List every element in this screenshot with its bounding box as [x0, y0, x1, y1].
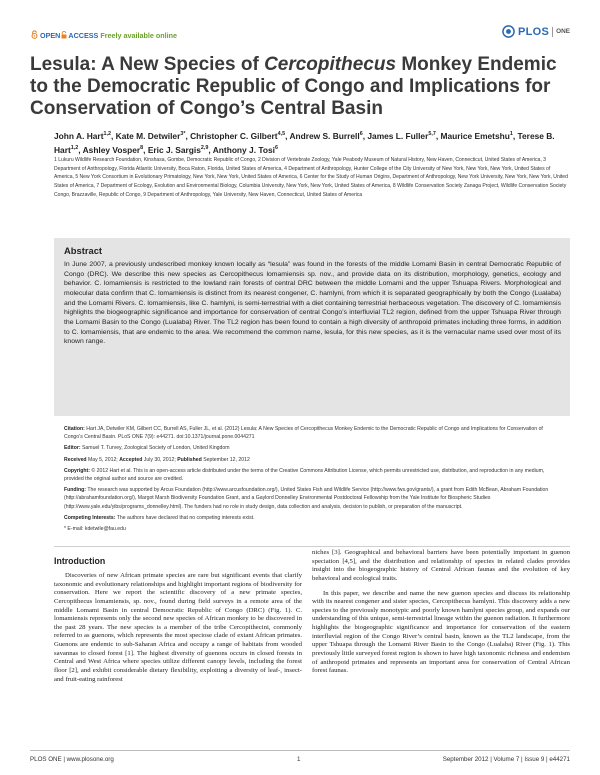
title-part-1: Lesula: A New Species of — [30, 54, 265, 75]
author-affiliation-marker: 1,2 — [70, 144, 79, 151]
intro-paragraph-1: Discoveries of new African primate species are rare but significant events that clarify taxonomic and evolutionary relationships and highlight important regions of biodiversity for conservation. Here we report the scientific discovery of a new primate species, Cercopithecus lomamiensis, sp. nov., found during field surveys in a remote area of the middle Lomami Basin in central Democratic Republic of Congo (DRC) (Fig. 1). C. lomamiensis represents only the second new species of African monkey to be discovered in the past 28 years. The new species is a member of the tribe Cercopithecini, commonly referred to as guenons, which represents the most speciose clade of extant African primates. Guenons are endemic to sub-Saharan Africa and occupy a range of habitats from wooded savannas to closed forest [1]. The highest diversity of guenons occurs in closed forests in Central and West Africa where species utilize different canopy levels, including the forest floor [2], and exhibit considerable dietary flexibility, exploiting a diversity of leaf-, insect- and fruit-eating rainforest — [54, 572, 302, 683]
author-name: Eric J. Sargis — [147, 144, 201, 155]
logo-plos-text: PLOS — [517, 25, 550, 38]
author-name: Terese B. Hart — [54, 130, 555, 155]
author-name: James L. Fuller — [367, 130, 429, 141]
title-italic-genus: Cercopithecus — [264, 54, 397, 75]
author-affiliation-marker: 1,2 — [103, 131, 111, 137]
author-affiliation-marker: 6 — [359, 131, 363, 137]
page-number: 1 — [297, 756, 301, 763]
section-divider — [54, 546, 570, 547]
introduction-heading: Introduction — [54, 556, 106, 566]
author-name: Anthony J. Tosi — [212, 144, 275, 155]
author-affiliation-marker: 4,5 — [277, 131, 286, 137]
abstract-heading: Abstract — [64, 245, 103, 256]
author-name: Christopher C. Gilbert — [190, 130, 278, 141]
journal-logo — [502, 25, 570, 38]
open-access-subtitle: Freely available online — [100, 31, 178, 40]
logo-one-text: ONE — [556, 28, 570, 35]
footer-journal: PLOS ONE | www.plosone.org — [30, 756, 114, 763]
copyright: Copyright: © 2012 Hart et al. This is an open-access article distributed under the terms of the Creative Commons Attribution License, which permits unrestricted use, distribution, and reproduction in any medium, provided the original author and source are credited. — [64, 467, 545, 483]
author-affiliation-marker: 5,7 — [428, 131, 436, 137]
author-affiliation-marker: 2,9 — [200, 144, 209, 151]
citation: Citation: Hart JA, Detwiler KM, Gilbert CC, Burrell AS, Fuller JL, et al. (2012) Lesula: A New Species of Cercopithecus Monkey Endemic to the Democratic Republic of Congo and Implications for Conservation of Congo’s Central Basin. PLoS ONE 7(9): e44271. doi:10.1371/journal.pone.0044271 — [64, 426, 543, 441]
affiliations: 1 Lukuru Wildlife Research Foundation, Kinshasa, Gombe, Democratic Republic of Congo, 2 Division of Vertebrate Zoology, Yale Peabody Museum of Natural History, New Haven, Connecticut, United States of America, 3 Department of Anthropology, Florida Atlantic University, Boca Raton, Florida, United States of America, 4 Department of Anthropology, Hunter College of the City University of New York, New York, New York, United States of America, 5 New York Consortium in Evolutionary Primatology, New York, New York, United States of America, 6 Center for the Study of Human Origins, Department of Anthropology, New York University, New York, New York, United States of America, 7 Department of Ecology, Evolution and Environmental Biology, Columbia University, New York, New York, United States of America, 8 Wildlife Conservation Society Zanaga Project, Wildlife Conservation Society Congo, Brazzaville, Republic of Congo, 9 Department of Anthropology, Yale University, New Haven, Connecticut, United States of America — [54, 157, 568, 198]
footer-issue: September 2012 | Volume 7 | Issue 9 | e44271 — [442, 756, 570, 763]
funding: Funding: The research was supported by Arcus Foundation (http://www.arcusfoundation.org/), United States Fish and Wildlife Service (http://www.fws.gov/grants/), a grant from Edith McBean, Abraham Foundation (http://abrahamfoundation.org/), Margot Marsh Biodiversity Foundation Grant, and a Gaylord Donnelley Environmental Postdoctoral Fellowship from the Yale Institute for Biospheric Studies (http://www.yale.edu/yibs/programs_donnelley.html). The funders had no role in study design, data collection and analysis, decision to publish, or preparation of the manuscript. — [64, 487, 549, 510]
dates: Received May 5, 2012; Accepted July 30, 2012; Published September 12, 2012 — [64, 456, 250, 463]
author-name: Andrew S. Burrell — [289, 130, 360, 141]
author-affiliation-marker: 6 — [274, 144, 278, 151]
competing-interests: Competing Interests: The authors have declared that no competing interests exist. — [64, 514, 255, 521]
email-link[interactable]: kdetwile@fau.edu — [84, 526, 126, 533]
author-affiliation-marker: 8 — [140, 144, 144, 151]
article-title — [30, 54, 570, 120]
plos-logo-icon — [502, 25, 515, 38]
author-name: Maurice Emetshu — [440, 130, 510, 141]
body-column-left — [54, 572, 302, 684]
logo-divider — [552, 27, 553, 37]
author-affiliation-marker: 1 — [509, 131, 513, 137]
open-access-padlock-icon — [61, 31, 67, 39]
open-access-lock-icon — [30, 30, 39, 39]
corresponding-email: * E-mail: kdetwile@fau.edu — [64, 526, 126, 533]
body-column-right — [312, 549, 570, 676]
abstract-text: In June 2007, a previously undescribed monkey known locally as “lesula” was found in the forests of the middle Lomami Basin in central Democratic Republic of Congo (DRC). We describe this new species as Cercopithecus lomamiensis sp. nov., and provide data on its distribution, morphology, genetics, ecology and behavior. C. lomamiensis is restricted to the lowland rain forests of central DRC between the middle Lomami and the upper Tshuapa Rivers. Morphological and molecular data confirm that C. lomamiensis is distinct from its nearest congener, C. hamlyni, from which it is separated geographically by both the Congo (Lualaba) and the Lomami Rivers. C. lomamiensis, like C. hamlyni, is semi-terrestrial with a diet containing terrestrial herbaceous vegetation. The discovery of C. lomamiensis highlights the biogeographic significance and importance for conservation of central Congo’s interfluvial TL2 region, defined from the upper Tshuapa River through the Lomami Basin to the Congo (Lualaba) River. The TL2 region has been found to contain a high diversity of anthropoid primates including three forms, in addition to C. lomamiensis, that are endemic to the area. We recommend the common name, lesula, for this new species, as it is the vernacular name used over most of its known range. — [64, 261, 561, 346]
open-access-label — [30, 30, 177, 40]
footer-divider — [30, 750, 570, 751]
editor: Editor: Samuel T. Turvey, Zoological Society of London, United Kingdom — [64, 445, 230, 452]
open-label: OPEN — [40, 31, 61, 40]
author-name: Ashley Vosper — [82, 144, 141, 155]
author-affiliation-marker: 3* — [180, 131, 186, 137]
title-part-2: Monkey Endemic to the Democratic Republic of Congo and Implications for Conservation of Congo’s Central Basin — [30, 54, 557, 119]
author-name: John A. Hart — [54, 130, 104, 141]
access-label: ACCESS — [68, 31, 99, 40]
article-metadata — [64, 425, 561, 536]
author-list: John A. Hart$^{1,2}$, Kate M. Detwiler$^{3*}$, Christopher C. Gilbert$^{4,5}$, Andrew S. Burrell$^6$, James L. Fuller$^{5,7}$, Maurice Emetshu$^1$, Terese B. Hart$^{1,2}$, Ashley Vosper$^8$, Eric J. Sargis$^{2,9}$, Anthony J. Tosi$^6$ — [54, 130, 555, 155]
author-name: Kate M. Detwiler — [115, 130, 181, 141]
intro-paragraph-2: In this paper, we describe and name the new guenon species and discuss its relationship with its nearest congener and sister species, Cercopithecus hamlyni. This discovery adds a new species to the previously monotypic and poorly known hamlyni species group, and expands our understanding of this unique, semi-terrestrial lineage within the guenon radiation. It furthermore highlights the biogeographic significance and importance for conservation of the eastern interfluvial region of the Congo River’s central basin, known as the TL2 landscape, from the upper Tshuapa through the Lomami River Basin to the Congo (Lualaba) River (Fig. 1). This previously little surveyed forest region is shown to have high taxonomic richness and endemism of anthropoid primates and represents an important area for conservation of Central African forest faunas. — [312, 589, 570, 675]
intro-paragraph-1-continued: niches [3]. Geographical and behavioral barriers have been potentially important in guenon speciation [4,5], and the distribution and relationship of species in related clades provides insight into the biogeographic history of Central African faunas and the evolution of key behavioral and ecological traits. — [312, 549, 570, 582]
